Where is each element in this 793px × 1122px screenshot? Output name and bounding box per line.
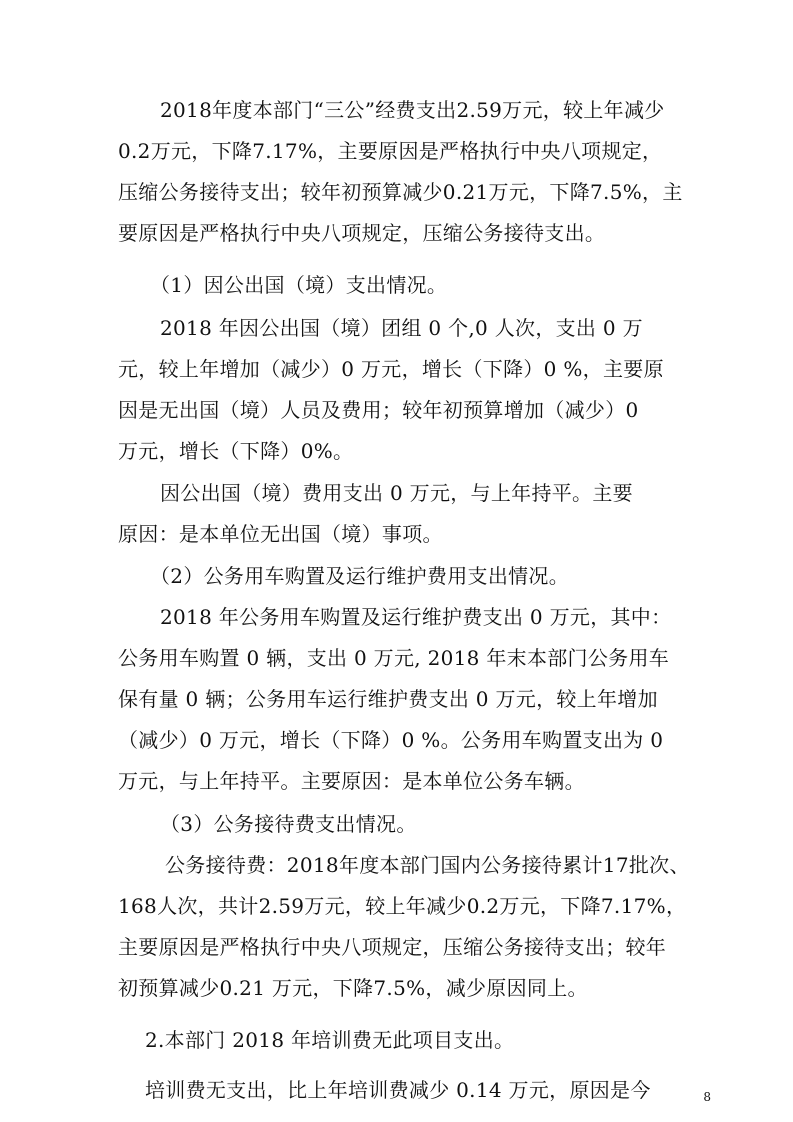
text-line: 保有量 0 辆；公务用车运行维护费支出 0 万元，较上年增加	[118, 687, 658, 711]
text-line: 168人次，共计2.59万元，较上年减少0.2万元，下降7.17%，	[118, 894, 687, 918]
text-line: 元，较上年增加（减少）0 万元，增长（下降）0 %，主要原	[118, 357, 664, 381]
section-heading: （1）因公出国（境）支出情况。	[150, 273, 448, 297]
text-line: 万元，增长（下降）0%。	[118, 439, 354, 463]
text-line: 压缩公务接待支出；较年初预算减少0.21万元，下降7.5%，主	[118, 180, 683, 204]
text-line: 公务用车购置 0 辆，支出 0 万元, 2018 年末本部门公务用车	[118, 646, 670, 670]
text-line: 0.2万元，下降7.17%，主要原因是严格执行中央八项规定，	[118, 139, 663, 163]
text-line: 2018 年公务用车购置及运行维护费支出 0 万元，其中：	[160, 605, 672, 629]
text-line: 因是无出国（境）人员及费用；较年初预算增加（减少）0	[118, 398, 639, 422]
text-line: 要原因是严格执行中央八项规定，压缩公务接待支出。	[118, 221, 606, 245]
section-heading: （2）公务用车购置及运行维护费用支出情况。	[150, 564, 570, 588]
section-heading: 2.本部门 2018 年培训费无此项目支出。	[145, 1028, 515, 1052]
text-line: 万元，与上年持平。主要原因：是本单位公务车辆。	[118, 769, 585, 793]
page-number: 8	[703, 1090, 711, 1104]
text-line: 2018 年因公出国（境）团组 0 个,0 人次，支出 0 万	[160, 316, 643, 340]
text-line: 2018年度本部门“三公”经费支出2.59万元，较上年减少	[160, 98, 665, 122]
text-line: 初预算减少0.21 万元，下降7.5%，减少原因同上。	[118, 976, 588, 1000]
text-line: 原因：是本单位无出国（境）事项。	[118, 522, 443, 546]
text-line: 公务接待费：2018年度本部门国内公务接待累计17批次、	[165, 853, 690, 877]
section-heading: （3）公务接待费支出情况。	[160, 812, 417, 836]
text-line: 培训费无支出，比上年培训费减少 0.14 万元，原因是今	[145, 1078, 651, 1102]
text-line: 因公出国（境）费用支出 0 万元，与上年持平。主要	[160, 481, 633, 505]
text-line: 主要原因是严格执行中央八项规定，压缩公务接待支出；较年	[118, 935, 667, 959]
text-line: （减少）0 万元，增长（下降）0 %。公务用车购置支出为 0	[118, 728, 664, 752]
